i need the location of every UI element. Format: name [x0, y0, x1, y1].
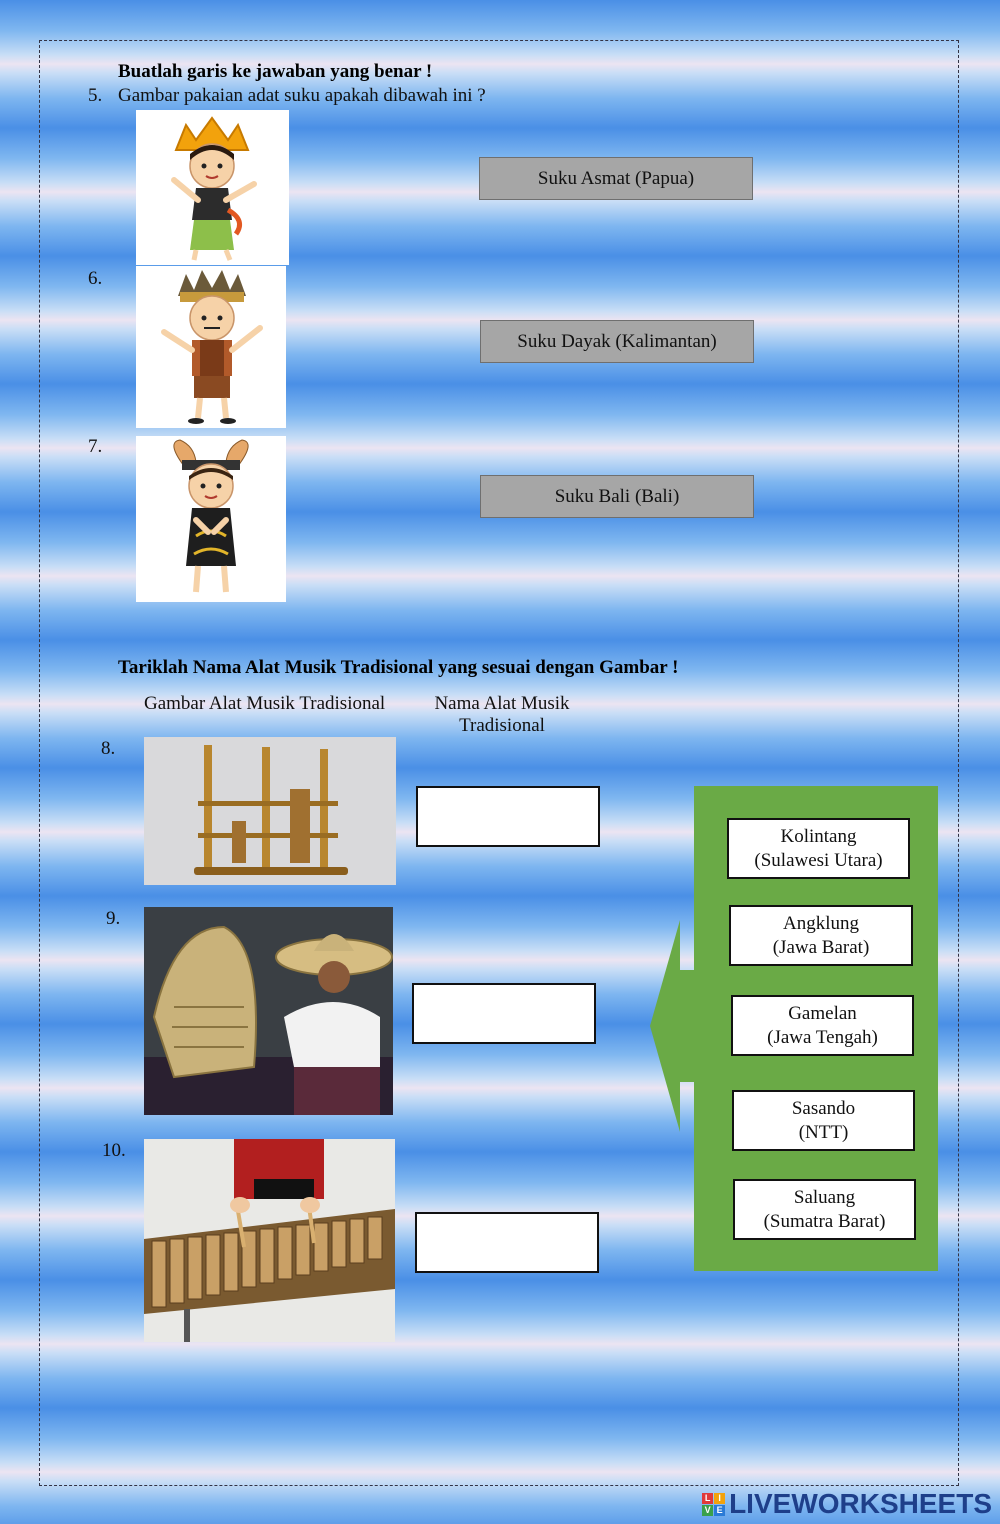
instruction-drag-music: Tariklah Nama Alat Musik Tradisional yang sesuai dengan Gambar !: [118, 657, 679, 678]
dayak-boy-image: [136, 266, 286, 428]
logo-wordmark: LIVEWORKSHEETS: [729, 1488, 992, 1519]
liveworksheets-logo: [702, 1488, 992, 1520]
sasando-photo: [144, 907, 393, 1115]
option-sasando[interactable]: [732, 1090, 915, 1151]
answer-suku-asmat[interactable]: Suku Asmat (Papua): [479, 157, 753, 200]
live-letter-e: E: [714, 1505, 725, 1516]
dayak-girl-image: [136, 436, 286, 602]
balinese-costume-image: [136, 110, 289, 265]
live-badge-icon: [702, 1493, 725, 1516]
option-saluang[interactable]: [733, 1179, 916, 1240]
column-header-name-line2: Tradisional: [459, 715, 545, 736]
live-letter-i: I: [714, 1493, 725, 1504]
option-sasando-region: (NTT): [798, 1121, 849, 1143]
instruction-match-lines: Buatlah garis ke jawaban yang benar !: [118, 61, 433, 82]
answer-drop-box-10[interactable]: [415, 1212, 599, 1273]
option-saluang-name: Saluang: [793, 1186, 856, 1208]
question-number-9: 9.: [106, 908, 121, 929]
column-header-name-line1: Nama Alat Musik: [434, 693, 570, 714]
live-letter-v: V: [702, 1505, 713, 1516]
option-gamelan-region: (Jawa Tengah): [767, 1026, 878, 1048]
option-kolintang[interactable]: [727, 818, 910, 879]
column-header-name: [432, 693, 572, 737]
question-number-7: 7.: [88, 436, 103, 457]
question-text: Gambar pakaian adat suku apakah dibawah ini ?: [118, 85, 486, 106]
answer-drop-box-8[interactable]: [416, 786, 600, 847]
option-kolintang-region: (Sulawesi Utara): [754, 849, 883, 871]
question-number-6: 6.: [88, 268, 103, 289]
option-saluang-region: (Sumatra Barat): [763, 1210, 886, 1232]
option-angklung[interactable]: [729, 905, 913, 966]
option-sasando-name: Sasando: [791, 1097, 856, 1119]
answer-suku-dayak[interactable]: Suku Dayak (Kalimantan): [480, 320, 754, 363]
option-gamelan-name: Gamelan: [788, 1002, 857, 1024]
column-header-image: Gambar Alat Musik Tradisional: [144, 693, 386, 714]
angklung-photo: [144, 737, 396, 885]
option-gamelan[interactable]: [731, 995, 914, 1056]
question-number-8: 8.: [101, 738, 116, 759]
option-angklung-name: Angklung: [783, 912, 859, 934]
answer-drop-box-9[interactable]: [412, 983, 596, 1044]
question-number-5: 5.: [88, 85, 103, 106]
option-angklung-region: (Jawa Barat): [772, 936, 870, 958]
option-kolintang-name: Kolintang: [780, 825, 857, 847]
question-number-10: 10.: [102, 1140, 126, 1161]
live-letter-l: L: [702, 1493, 713, 1504]
kolintang-photo: [144, 1139, 395, 1342]
answer-suku-bali[interactable]: Suku Bali (Bali): [480, 475, 754, 518]
